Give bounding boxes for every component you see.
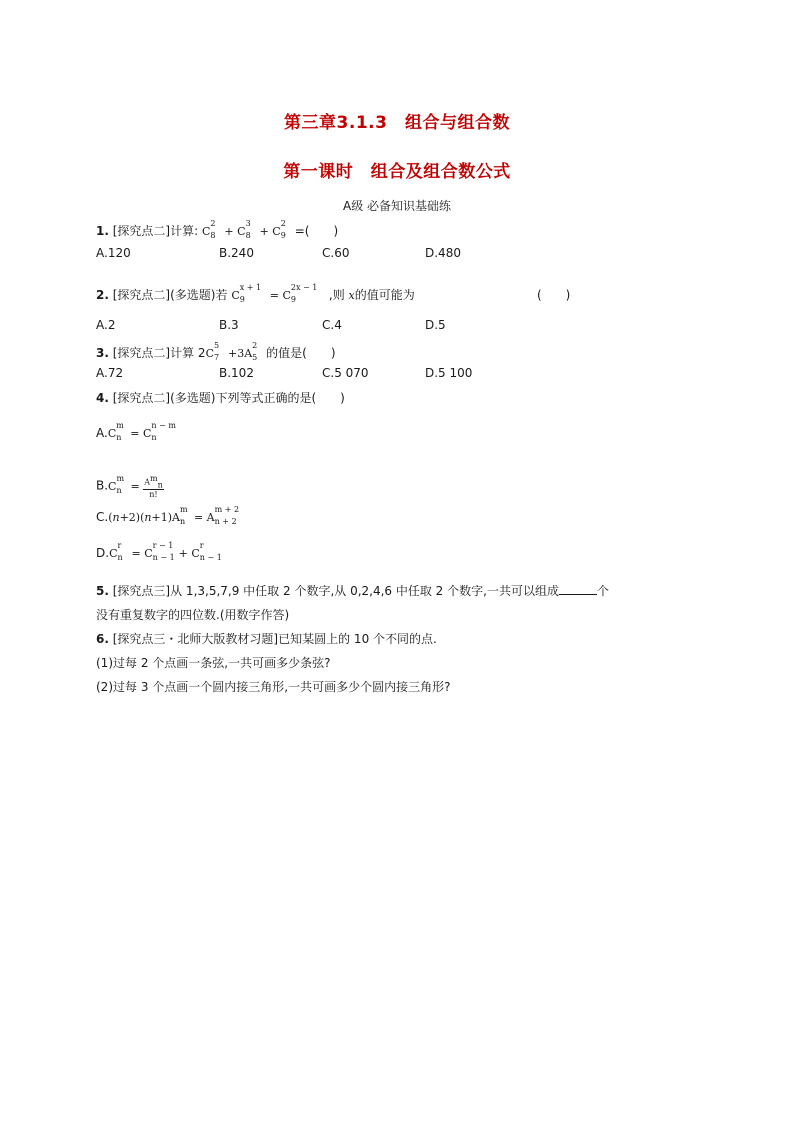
question-text: [探究点二](多选题)若 [112, 288, 228, 302]
option-label: D. [96, 546, 110, 560]
option-c: C.5 070 [322, 366, 369, 380]
formula: C m n = C n − m n [107, 421, 176, 442]
page-title: 第三章3.1.3 组合与组合数 [284, 113, 510, 133]
question-number: 4. [96, 391, 109, 405]
formula: (n+2)(n+1)A m n = A m + 2 n + 2 [108, 505, 240, 526]
question-1 [96, 219, 339, 240]
option-b: B.3 [219, 318, 239, 332]
question-number: 2. [96, 288, 109, 302]
option-c [96, 505, 249, 526]
option-a: A.2 [96, 318, 116, 332]
question-4 [96, 389, 345, 406]
question-6 [96, 630, 437, 647]
formula: C 2 8 + C 3 8 + C 2 9 [202, 219, 286, 240]
question-2 [96, 283, 415, 304]
question-text: [探究点二](多选题)下列等式正确的是( ) [112, 391, 345, 405]
option-a: A.120 [96, 246, 131, 260]
answer-paren: ( ) [537, 288, 571, 302]
question-text: [探究点二]计算: [112, 224, 199, 238]
question-5 [96, 582, 609, 599]
option-label: B. [96, 478, 109, 493]
question-tail: =( ) [294, 224, 339, 238]
sub-question-2: (2)过每 3 个点画一个圆内接三角形,一共可画多少个圆内接三角形? [96, 680, 451, 694]
question-number: 3. [96, 346, 109, 360]
option-b: B.240 [219, 246, 254, 260]
option-a [96, 421, 183, 442]
question-text: [探究点三]从 1,3,5,7,9 中任取 2 个数字,从 0,2,4,6 中任取 2 个数字,一共可以组成 [112, 584, 559, 598]
formula: C 5 7 +3A 2 5 [205, 341, 258, 362]
option-b [96, 474, 164, 499]
option-b: B.102 [219, 366, 254, 380]
option-label: C. [96, 510, 109, 524]
sub-question-1: (1)过每 2 个点画一条弦,一共可画多少条弦? [96, 656, 331, 670]
question-5-line2: 没有重复数字的四位数.(用数字作答) [96, 608, 290, 622]
option-d: D.5 [425, 318, 446, 332]
question-number: 1. [96, 224, 109, 238]
option-d [96, 541, 226, 562]
variable: x [348, 289, 355, 302]
question-tail: 的值可能为 [354, 288, 415, 302]
question-mid: ,则 [328, 288, 345, 302]
formula: C x + 1 9 = C 2x − 1 9 [231, 283, 318, 304]
level-heading: A级 必备知识基础练 [342, 199, 452, 213]
option-label: A. [96, 426, 108, 440]
question-number: 5. [96, 584, 109, 598]
question-tail: 的值是( ) [266, 346, 336, 360]
option-c: C.60 [322, 246, 350, 260]
option-d: D.5 100 [425, 366, 473, 380]
option-d: D.480 [425, 246, 461, 260]
page-subtitle: 第一课时 组合及组合数公式 [283, 162, 511, 182]
formula: C m n = $\frac{A^m_n}{n!}$ [108, 473, 163, 500]
option-c: C.4 [322, 318, 342, 332]
option-a: A.72 [96, 366, 124, 380]
question-number: 6. [96, 632, 109, 646]
answer-blank[interactable] [559, 584, 597, 595]
question-text: [探究点二]计算 2 [112, 346, 206, 360]
question-text: [探究点三・北师大版教材习题]已知某圆上的 10 个不同的点. [112, 632, 437, 646]
question-3 [96, 341, 336, 362]
formula: C r n = C r − 1 n − 1 + C r n − 1 [109, 541, 222, 562]
question-tail: 个 [596, 584, 609, 598]
